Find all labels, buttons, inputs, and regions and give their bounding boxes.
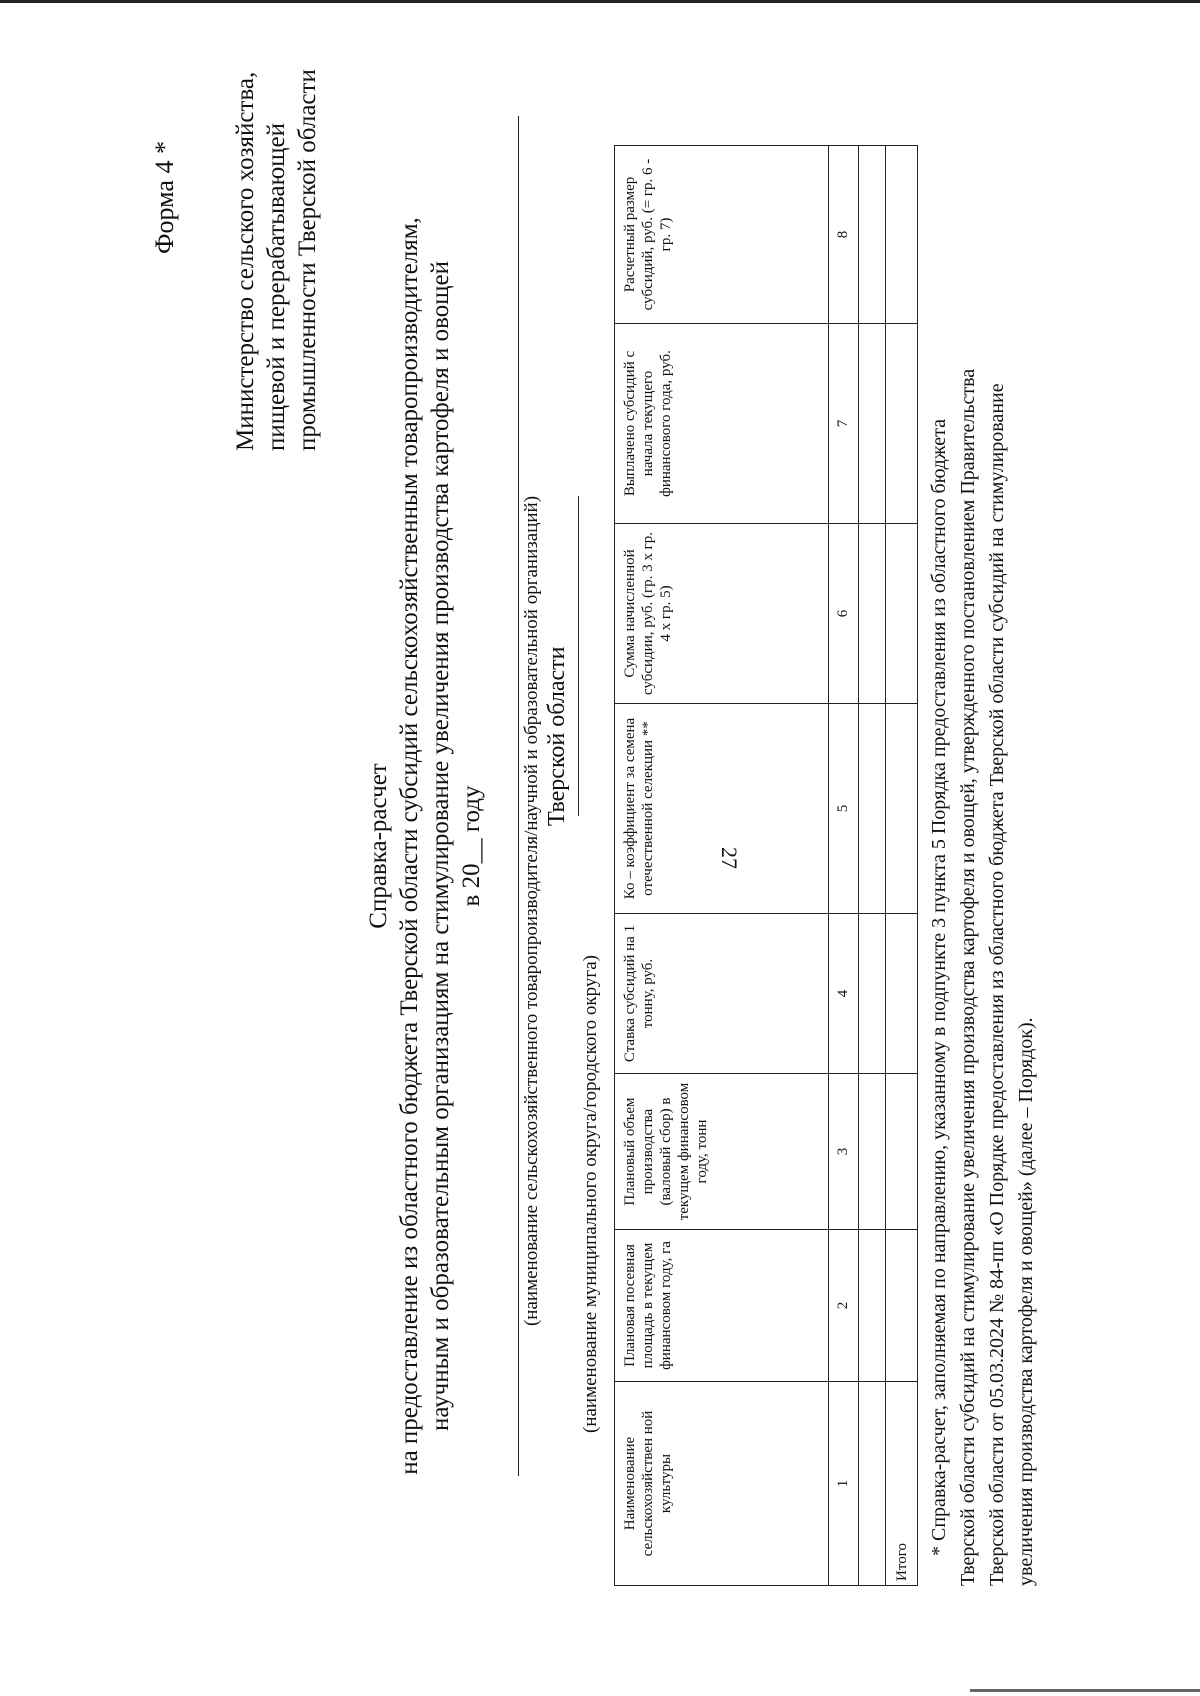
footnote-line: Тверской области субсидий на стимулирование увеличения производства картофеля и овощей, утвержденного постановлением Правительства [957,368,979,1586]
column-number: 3 [829,1074,859,1230]
table-cell [858,524,885,704]
table-cell [858,704,885,914]
column-header: Ставка субсидий на 1 тонну, руб. [615,914,829,1074]
title-line: в 20__ году [458,785,485,907]
footnote-line: Тверской области от 05.03.2024 № 84-пп «О Порядке предоставления из областного бюджета Тверской области субсидий на стимулирование [986,383,1008,1586]
ministry-line: пищевой и перерабатывающей [263,122,290,451]
column-number: 5 [829,704,859,914]
ministry-recipient [230,69,323,451]
title-line: научным и образовательным организациям на стимулирование увеличения производства картофеля и овощей [427,260,454,1432]
table-cell [886,704,918,914]
table-cell [886,324,918,524]
ministry-line: Министерство сельского хозяйства, [232,71,259,451]
title-line: Справка-расчет [365,763,392,929]
column-number: 7 [829,324,859,524]
table-cell [886,146,918,324]
table-cell [858,324,885,524]
table-cell [886,1074,918,1230]
column-header: Выплачено субсидий с начала текущего финансового года, руб. [615,324,829,524]
column-number: 1 [829,1382,859,1586]
table-cell [858,1074,885,1230]
table-cell [858,1230,885,1382]
table-cell [858,146,885,324]
producer-caption: (наименование сельскохозяйственного товаропроизводителя/научной и образовательной организаций) [521,495,542,1327]
document-title [363,156,487,1536]
column-number: 4 [829,914,859,1074]
table-cell [858,914,885,1074]
footnote-line: увеличения производства картофеля и овощей» (далее – Порядок). [1015,1017,1037,1586]
table-header-row [615,146,829,1586]
table-cell [886,914,918,1074]
column-number: 2 [829,1230,859,1382]
table-row [858,146,885,1586]
form-label: Форма 4 * [150,141,179,254]
calculation-table [614,146,918,1586]
column-header: Плановая посевная площадь в текущем финансовом году, га [615,1230,829,1382]
column-header: Ко – коэффициент за семена отечественной селекции ** [615,704,829,914]
total-label: Итого [886,1382,918,1586]
column-header: Сумма начисленной субсидии, руб. (гр. 3 х гр. 4 х гр. 5) [615,524,829,704]
municipality-line [578,496,579,816]
column-number-row [829,146,859,1586]
footnote-line: * Справка-расчет, заполняемая по направлению, указанному в подпункте 3 пункта 5 Порядка предоставления из областного бюджета [928,418,950,1556]
total-row [886,146,918,1586]
footnote [925,146,1041,1586]
column-header: Плановый объем производства (валовый сбор) в текущем финансовом году, тонн [615,1074,829,1230]
municipality-caption: (наименование муниципального округа/городского округа) [580,955,601,1433]
table-cell [886,524,918,704]
table-cell [858,1382,885,1586]
column-header: Расчетный размер субсидий, руб. (= гр. 6 - гр. 7) [615,146,829,324]
page-number: 27 [717,847,742,869]
column-number: 6 [829,524,859,704]
column-header: Наименование сельскохозяйствен ной культуры [615,1382,829,1586]
table-cell [886,1230,918,1382]
title-line: на предоставление из областного бюджета Тверской области субсидий сельскохозяйственным товаропроизводителям, [396,217,423,1475]
column-number: 8 [829,146,859,324]
ministry-line: промышленности Тверской области [294,69,321,451]
region-name: Тверской области [544,646,570,826]
producer-name-line [518,116,519,1476]
